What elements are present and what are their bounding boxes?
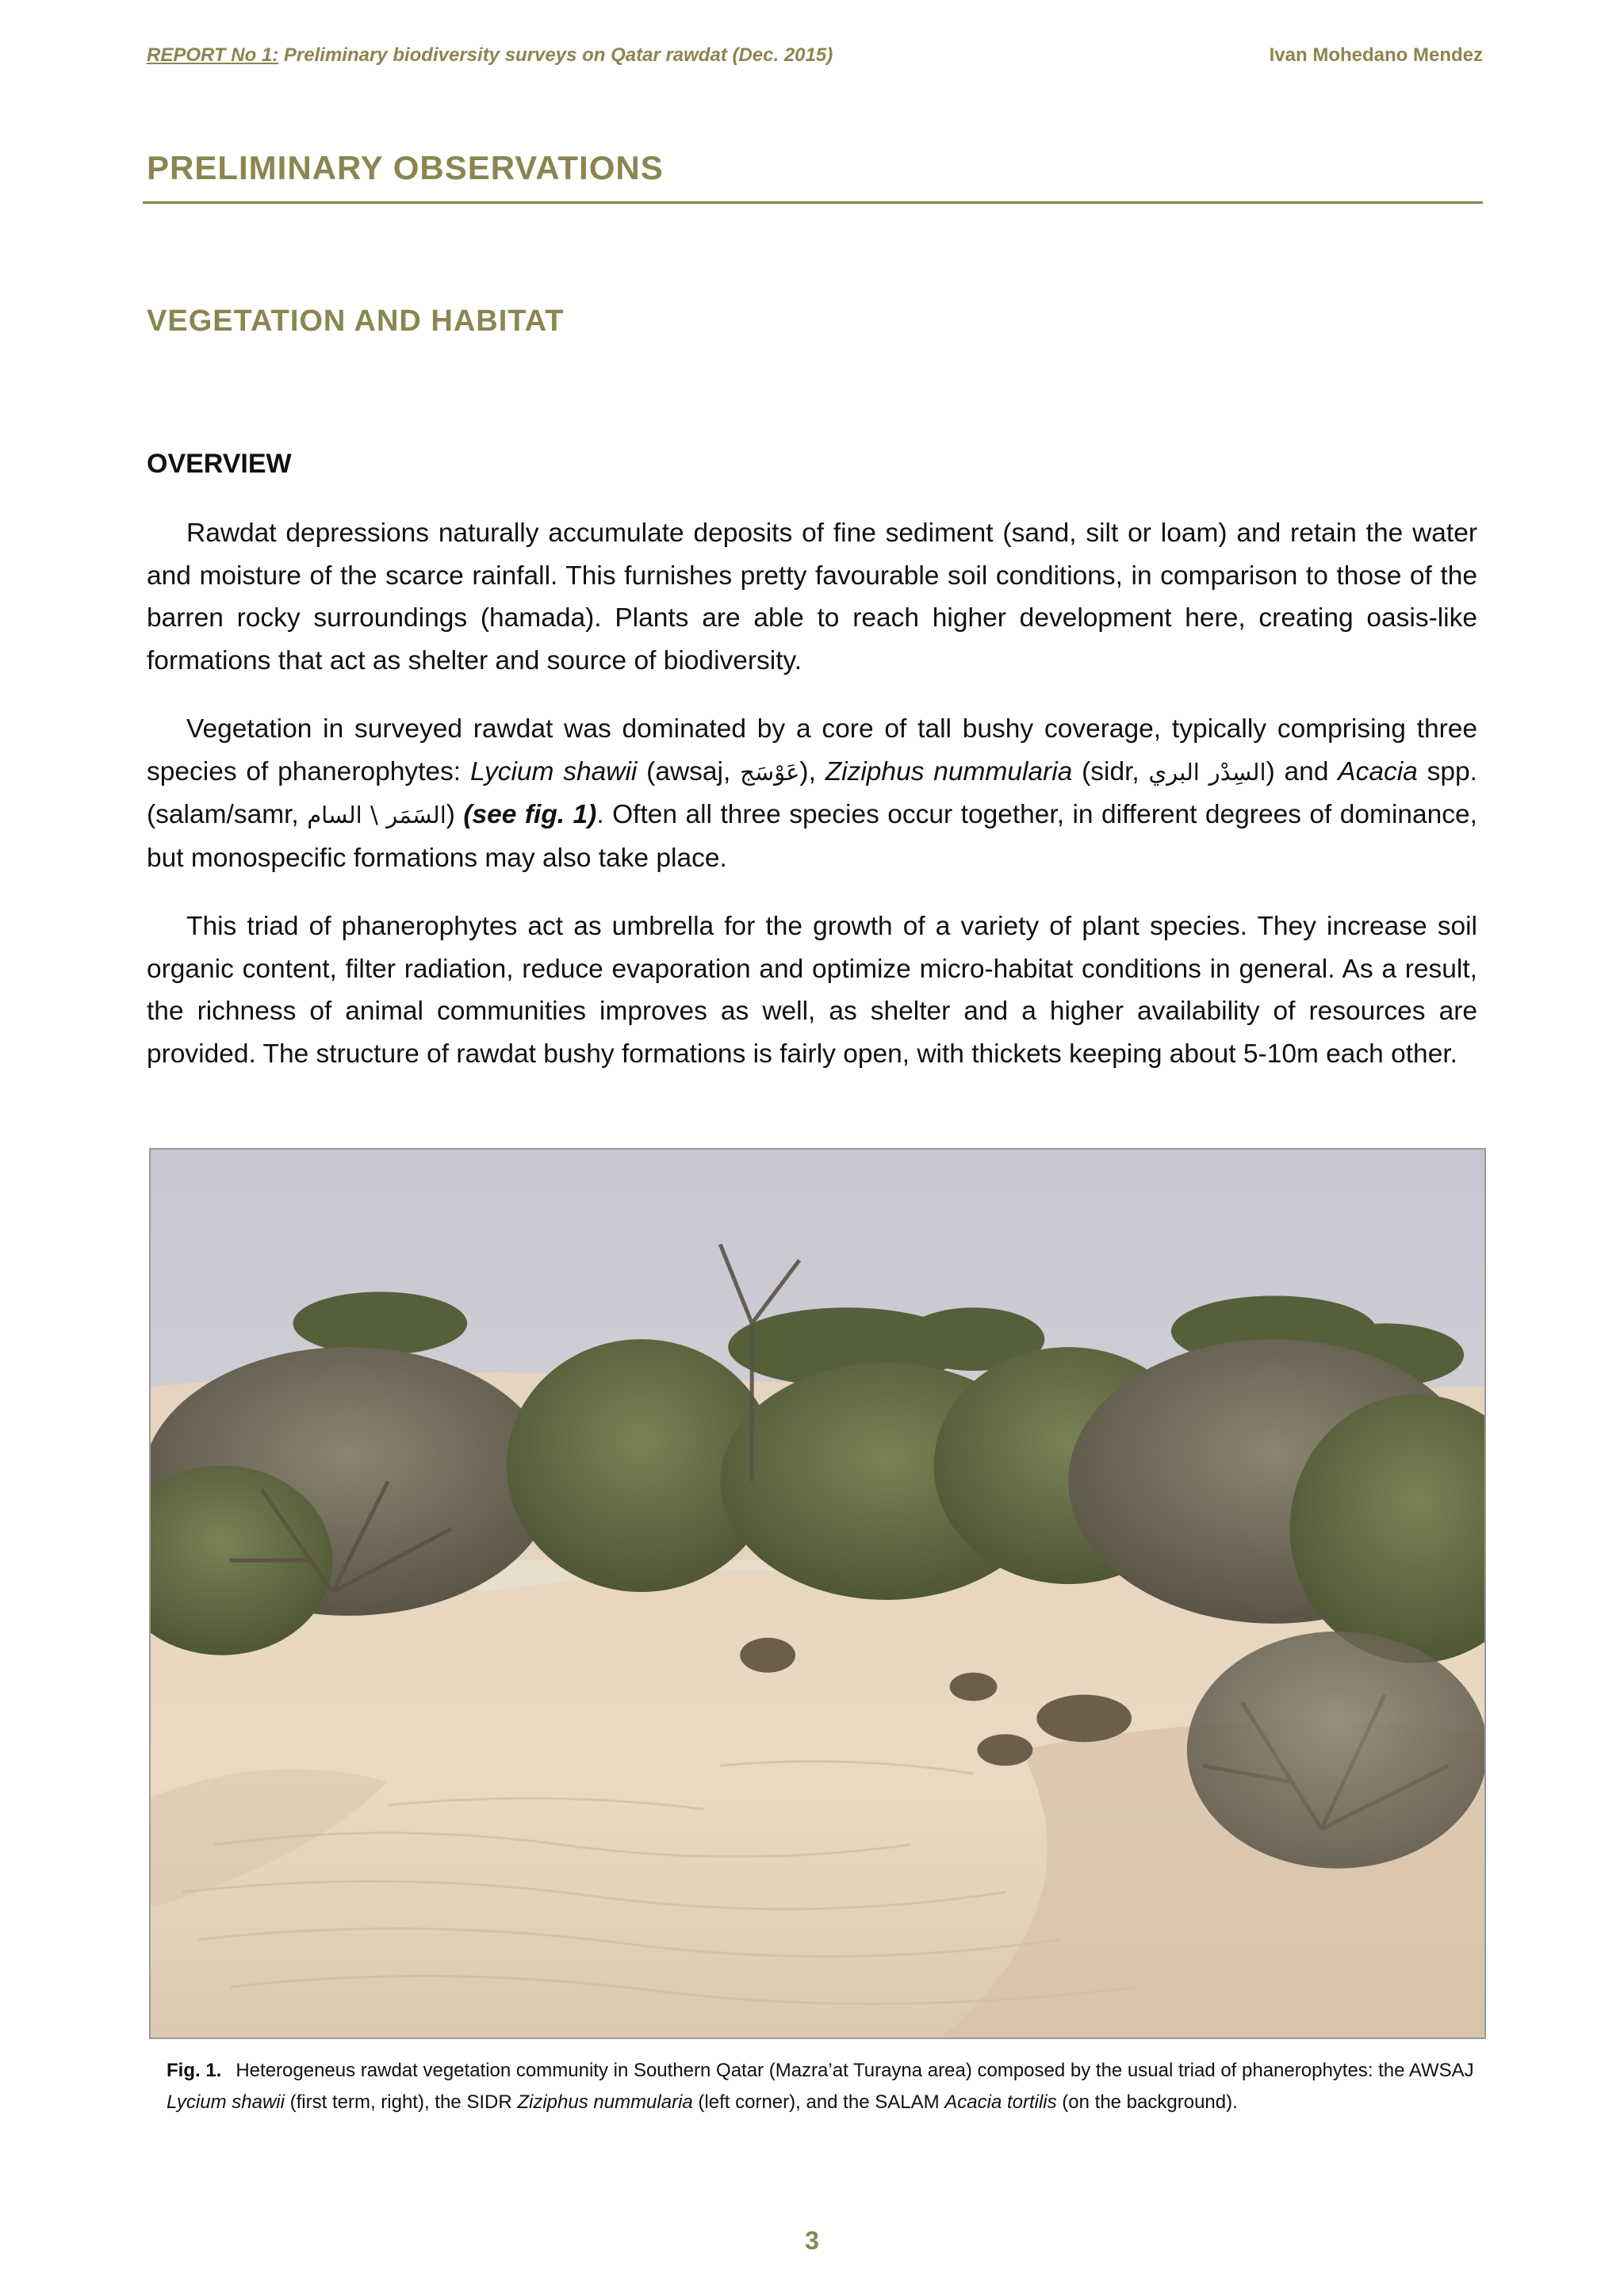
arabic-sidr: السِدْر البري <box>1148 758 1266 786</box>
paragraph-3: This triad of phanerophytes act as umbrella for the growth of a variety of plant species. They increase soil organic content, filter radiation, reduce evaporation and optimize micro-habitat conditions in general. As a result, the richness of animal communities improves as well, as shelter and a higher availability of resources are provided. The structure of rawdat bushy formations is fairly open, with thickets keeping about 5-10m each other. <box>147 912 1477 1069</box>
subsection-heading: VEGETATION AND HABITAT <box>147 304 565 338</box>
figure-photo <box>149 1148 1486 2039</box>
figure-reference: (see fig. 1) <box>463 800 597 829</box>
paragraph-2-text: ) <box>446 800 464 829</box>
paragraph-2-text: ), <box>799 756 825 786</box>
caption-text: Heterogeneus rawdat vegetation community in Southern Qatar (Mazra’at Turayna area) composed by the usual triad of phanerophytes: the AWSAJ <box>236 2060 1474 2081</box>
section-heading-rule <box>143 201 1483 204</box>
arabic-salam: السَمَر \ السام <box>307 802 446 828</box>
desert-vegetation-photo <box>151 1150 1484 2038</box>
paragraph-2 <box>147 708 1477 879</box>
paragraph-2-text: (awsaj, <box>637 756 741 786</box>
page-number: 3 <box>805 2226 819 2255</box>
paragraph-2-text: spp. (salam/samr, <box>147 756 1477 829</box>
caption-text: (on the background). <box>1056 2091 1238 2113</box>
author-name: Ivan Mohedano Mendez <box>1269 44 1483 66</box>
paragraph-2-text: Vegetation in surveyed rawdat was dominated by a core of tall bushy coverage, typically comprising three species of phanerophytes: <box>147 714 1477 786</box>
caption-text: (left corner), and the SALAM <box>692 2091 945 2113</box>
figure-caption <box>167 2055 1483 2118</box>
report-title: Preliminary biodiversity surveys on Qatar rawdat (Dec. 2015) <box>278 44 833 66</box>
body-text <box>147 512 1477 1101</box>
caption-species-lycium: Lycium shawii <box>167 2091 285 2113</box>
arabic-awsaj: عَوْسَج <box>740 758 800 786</box>
paragraph-2-text: ) and <box>1266 756 1339 786</box>
paragraph-2-text: (sidr, <box>1072 756 1149 786</box>
species-ziziphus: Ziziphus nummularia <box>825 756 1073 786</box>
running-header <box>147 40 1483 71</box>
paragraph-2-text: . Often all three species occur together, in different degrees of dominance, but monospecific formations may also take place. <box>147 800 1477 873</box>
species-lycium: Lycium shawii <box>469 756 638 786</box>
paragraph-1: Rawdat depressions naturally accumulate deposits of fine sediment (sand, silt or loam) and retain the water and moisture of the scarce rainfall. This furnishes pretty favourable soil conditions, in comparison to those of the barren rocky surroundings (hamada). Plants are able to reach higher development here, creating oasis-like formations that act as shelter and source of biodiversity. <box>147 519 1477 675</box>
report-label: REPORT No 1: <box>147 44 279 66</box>
section-heading: PRELIMINARY OBSERVATIONS <box>147 149 664 186</box>
figure-label: Fig. 1. <box>167 2060 222 2081</box>
caption-species-ziziphus: Ziziphus nummularia <box>517 2091 693 2113</box>
overview-heading: OVERVIEW <box>147 449 292 479</box>
caption-text: (first term, right), the SIDR <box>284 2091 518 2113</box>
species-acacia: Acacia <box>1338 756 1418 786</box>
caption-species-acacia: Acacia tortilis <box>944 2091 1057 2113</box>
report-title-header <box>147 44 833 67</box>
